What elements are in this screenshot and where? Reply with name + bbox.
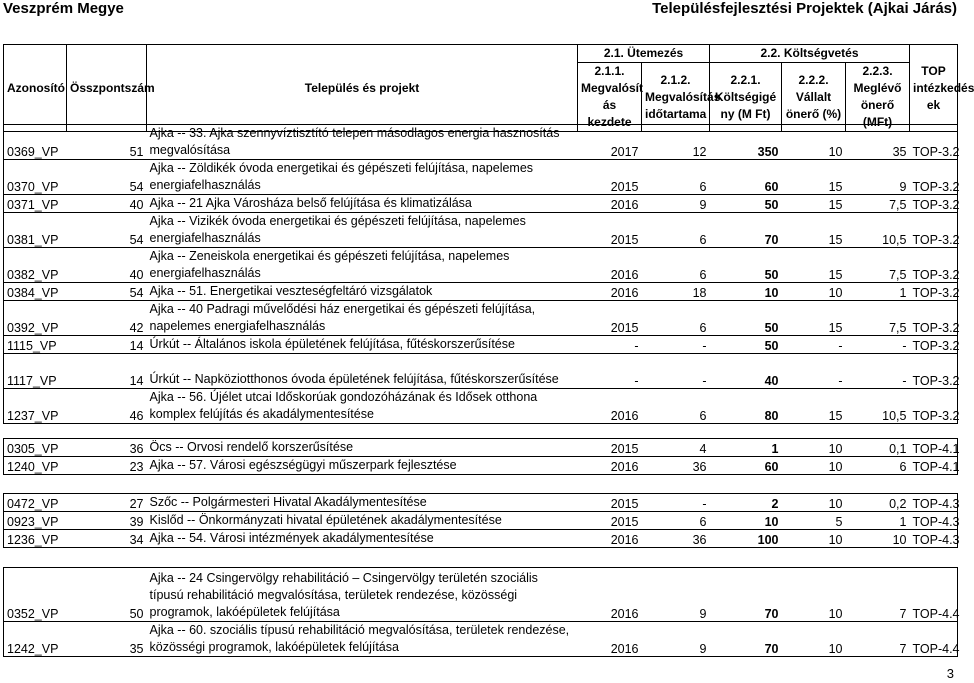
cell-own: 0,1 [846,439,910,457]
table-row [4,125,958,160]
cell-own: - [846,354,910,389]
cell-cost: 50 [710,248,782,283]
cell-start: 2016 [578,195,642,213]
cell-pct: 15 [782,195,846,213]
table-row [4,439,958,457]
cell-score: 40 [67,195,147,213]
column-header-table [3,44,974,132]
cell-project: Úrkút -- Napköziotthonos óvoda épületének felújítása, fűtéskorszerűsítése [147,354,578,389]
cell-score: 54 [67,160,147,195]
cell-top: TOP-4.4 [910,568,958,622]
project-group-3 [3,493,958,548]
cell-pct: 10 [782,457,846,475]
cell-top: TOP-4.1 [910,457,958,475]
cell-cost: 70 [710,622,782,657]
cell-pct: 15 [782,213,846,248]
cell-top: TOP-3.2 [910,336,958,354]
cell-start: 2015 [578,160,642,195]
cell-start: 2017 [578,125,642,160]
cell-id: 0384_VP [4,283,67,301]
cell-dur: 6 [642,389,710,424]
cell-dur: 6 [642,160,710,195]
cell-own: 7,5 [846,301,910,336]
cell-start: 2016 [578,283,642,301]
cell-score: 39 [67,512,147,530]
cell-own: 7,5 [846,195,910,213]
cell-pct: 15 [782,248,846,283]
cell-cost: 1 [710,439,782,457]
cell-project: Úrkút -- Általános iskola épületének felújítása, fűtéskorszerűsítése [147,336,578,354]
cell-id: 1240_VP [4,457,67,475]
cell-project: Öcs -- Orvosi rendelő korszerűsítése [147,439,578,457]
cell-score: 42 [67,301,147,336]
cell-score: 14 [67,354,147,389]
cell-id: 1236_VP [4,530,67,548]
cell-dur: 12 [642,125,710,160]
table-row [4,160,958,195]
cell-pct: 10 [782,530,846,548]
cell-cost: 50 [710,195,782,213]
cell-own: 10,5 [846,213,910,248]
cell-dur: 36 [642,457,710,475]
cell-dur: 4 [642,439,710,457]
cell-cost: 60 [710,160,782,195]
cell-top: TOP-4.3 [910,530,958,548]
cell-own: 1 [846,283,910,301]
cell-cost: 100 [710,530,782,548]
col-group-schedule: 2.1. Ütemezés [578,45,710,63]
cell-score: 46 [67,389,147,424]
cell-start: 2016 [578,568,642,622]
cell-dur: 9 [642,622,710,657]
cell-top: TOP-4.4 [910,622,958,657]
cell-top: TOP-3.2 [910,283,958,301]
cell-pct: 10 [782,283,846,301]
cell-start: 2015 [578,301,642,336]
cell-top: TOP-3.2 [910,160,958,195]
cell-score: 23 [67,457,147,475]
cell-pct: - [782,354,846,389]
cell-cost: 10 [710,512,782,530]
cell-own: 10,5 [846,389,910,424]
cell-id: 0305_VP [4,439,67,457]
cell-own: 9 [846,160,910,195]
cell-dur: - [642,336,710,354]
cell-project: Ajka -- 21 Ajka Városháza belső felújítása és klimatizálása [147,195,578,213]
cell-cost: 350 [710,125,782,160]
cell-cost: 50 [710,301,782,336]
cell-cost: 80 [710,389,782,424]
cell-cost: 60 [710,457,782,475]
cell-cost: 70 [710,213,782,248]
cell-score: 34 [67,530,147,548]
cell-start: 2016 [578,389,642,424]
cell-pct: 15 [782,160,846,195]
cell-own: - [846,336,910,354]
cell-pct: 10 [782,568,846,622]
col-score: Összpontszám [67,45,147,132]
table-row [4,336,958,354]
cell-score: 54 [67,213,147,248]
cell-dur: 18 [642,283,710,301]
table-row [4,622,958,657]
table-row [4,248,958,283]
cell-score: 36 [67,439,147,457]
cell-top: TOP-3.2 [910,213,958,248]
cell-top: TOP-4.3 [910,494,958,512]
cell-dur: - [642,494,710,512]
cell-dur: 9 [642,568,710,622]
table-row [4,512,958,530]
cell-pct: - [782,336,846,354]
project-group-2 [3,438,958,475]
cell-id: 1115_VP [4,336,67,354]
cell-start: 2016 [578,530,642,548]
table-row [4,354,958,389]
table-row [4,568,958,622]
cell-dur: 9 [642,195,710,213]
cell-score: 51 [67,125,147,160]
cell-id: 1117_VP [4,354,67,389]
cell-own: 7,5 [846,248,910,283]
cell-cost: 50 [710,336,782,354]
cell-project: Ajka -- 57. Városi egészségügyi műszerpark fejlesztése [147,457,578,475]
cell-pct: 15 [782,389,846,424]
cell-cost: 70 [710,568,782,622]
cell-project: Ajka -- 54. Városi intézmények akadálymentesítése [147,530,578,548]
cell-score: 40 [67,248,147,283]
cell-id: 0392_VP [4,301,67,336]
cell-start: - [578,336,642,354]
col-duration: 2.1.2. Megvalósítás időtartama [642,63,710,132]
table-row [4,195,958,213]
cell-start: 2016 [578,457,642,475]
col-group-budget: 2.2. Költségvetés [710,45,910,63]
cell-start: 2016 [578,622,642,657]
cell-start: 2015 [578,512,642,530]
cell-id: 0472_VP [4,494,67,512]
cell-top: TOP-3.2 [910,248,958,283]
cell-project: Ajka -- Vizikék óvoda energetikai és gépészeti felújítása, napelemes energiafelhasználás [147,213,578,248]
cell-top: TOP-3.2 [910,354,958,389]
col-pct: 2.2.2. Vállalt önerő (%) [782,63,846,132]
cell-id: 0371_VP [4,195,67,213]
cell-own: 7 [846,568,910,622]
cell-own: 1 [846,512,910,530]
cell-top: TOP-4.1 [910,439,958,457]
cell-dur: 6 [642,512,710,530]
cell-score: 54 [67,283,147,301]
cell-project: Ajka -- 51. Energetikai veszteségfeltáró vizsgálatok [147,283,578,301]
cell-pct: 10 [782,439,846,457]
cell-score: 50 [67,568,147,622]
cell-start: 2015 [578,439,642,457]
cell-start: - [578,354,642,389]
cell-own: 0,2 [846,494,910,512]
cell-id: 1242_VP [4,622,67,657]
cell-score: 14 [67,336,147,354]
cell-dur: 6 [642,213,710,248]
cell-id: 0382_VP [4,248,67,283]
cell-dur: 6 [642,248,710,283]
cell-project: Ajka -- Zeneiskola energetikai és gépészeti felújítása, napelemes energiafelhasználás [147,248,578,283]
cell-cost: 2 [710,494,782,512]
cell-start: 2016 [578,248,642,283]
cell-pct: 15 [782,301,846,336]
cell-top: TOP-3.2 [910,125,958,160]
cell-dur: - [642,354,710,389]
cell-start: 2015 [578,494,642,512]
cell-pct: 10 [782,494,846,512]
cell-id: 0923_VP [4,512,67,530]
cell-top: TOP-4.3 [910,512,958,530]
cell-score: 27 [67,494,147,512]
table-row [4,283,958,301]
col-own: 2.2.3. Meglévő önerő (MFt) [846,63,910,132]
table-row [4,494,958,512]
cell-project: Szőc -- Polgármesteri Hivatal Akadálymentesítése [147,494,578,512]
cell-project: Kislőd -- Önkormányzati hivatal épületének akadálymentesítése [147,512,578,530]
table-row [4,213,958,248]
header-title: Településfejlesztési Projektek (Ajkai Járás) [652,0,957,17]
col-project: Település és projekt [147,45,578,132]
cell-own: 7 [846,622,910,657]
cell-dur: 36 [642,530,710,548]
cell-own: 6 [846,457,910,475]
project-group-4 [3,567,958,657]
cell-id: 0381_VP [4,213,67,248]
cell-project: Ajka -- Zöldikék óvoda energetikai és gépészeti felújítása, napelemes energiafelhasználás [147,160,578,195]
project-group-1 [3,124,958,424]
cell-pct: 5 [782,512,846,530]
cell-project: Ajka -- 56. Újélet utcai Időskorúak gondozóházának és Idősek otthona komplex felújítás és akadálymentesítése [147,389,578,424]
cell-project: Ajka -- 33. Ajka szennyvíztisztító telepen másodlagos energia hasznosítás megvalósítása [147,125,578,160]
cell-own: 35 [846,125,910,160]
cell-top: TOP-3.2 [910,301,958,336]
cell-start: 2015 [578,213,642,248]
cell-project: Ajka -- 24 Csingervölgy rehabilitáció – Csingervölgy területén szociális típusú rehabilitáció megvalósítása, területek rendezése, közösségi programok, lakóépületek felújítása [147,568,578,622]
cell-id: 1237_VP [4,389,67,424]
cell-own: 10 [846,530,910,548]
cell-id: 0370_VP [4,160,67,195]
cell-id: 0352_VP [4,568,67,622]
cell-project: Ajka -- 40 Padragi művelődési ház energetikai és gépészeti felújítása, napelemes energiafelhasználás [147,301,578,336]
table-row [4,530,958,548]
table-row [4,301,958,336]
table-row [4,389,958,424]
page-header [0,0,960,22]
cell-score: 35 [67,622,147,657]
col-id: Azonosító [4,45,67,132]
col-start: 2.1.1. Megvalósít ás kezdete [578,63,642,132]
cell-cost: 40 [710,354,782,389]
col-top: TOP intézkedés ek [910,45,958,132]
cell-top: TOP-3.2 [910,389,958,424]
cell-dur: 6 [642,301,710,336]
cell-pct: 10 [782,125,846,160]
page-number: 3 [946,666,954,681]
cell-id: 0369_VP [4,125,67,160]
cell-cost: 10 [710,283,782,301]
cell-project: Ajka -- 60. szociális típusú rehabilitáció megvalósítása, területek rendezése, közösségi programok, lakóépületek felújítása [147,622,578,657]
col-cost: 2.2.1. Költségigé ny (M Ft) [710,63,782,132]
cell-pct: 10 [782,622,846,657]
cell-top: TOP-3.2 [910,195,958,213]
table-row [4,457,958,475]
header-county: Veszprém Megye [3,0,124,17]
